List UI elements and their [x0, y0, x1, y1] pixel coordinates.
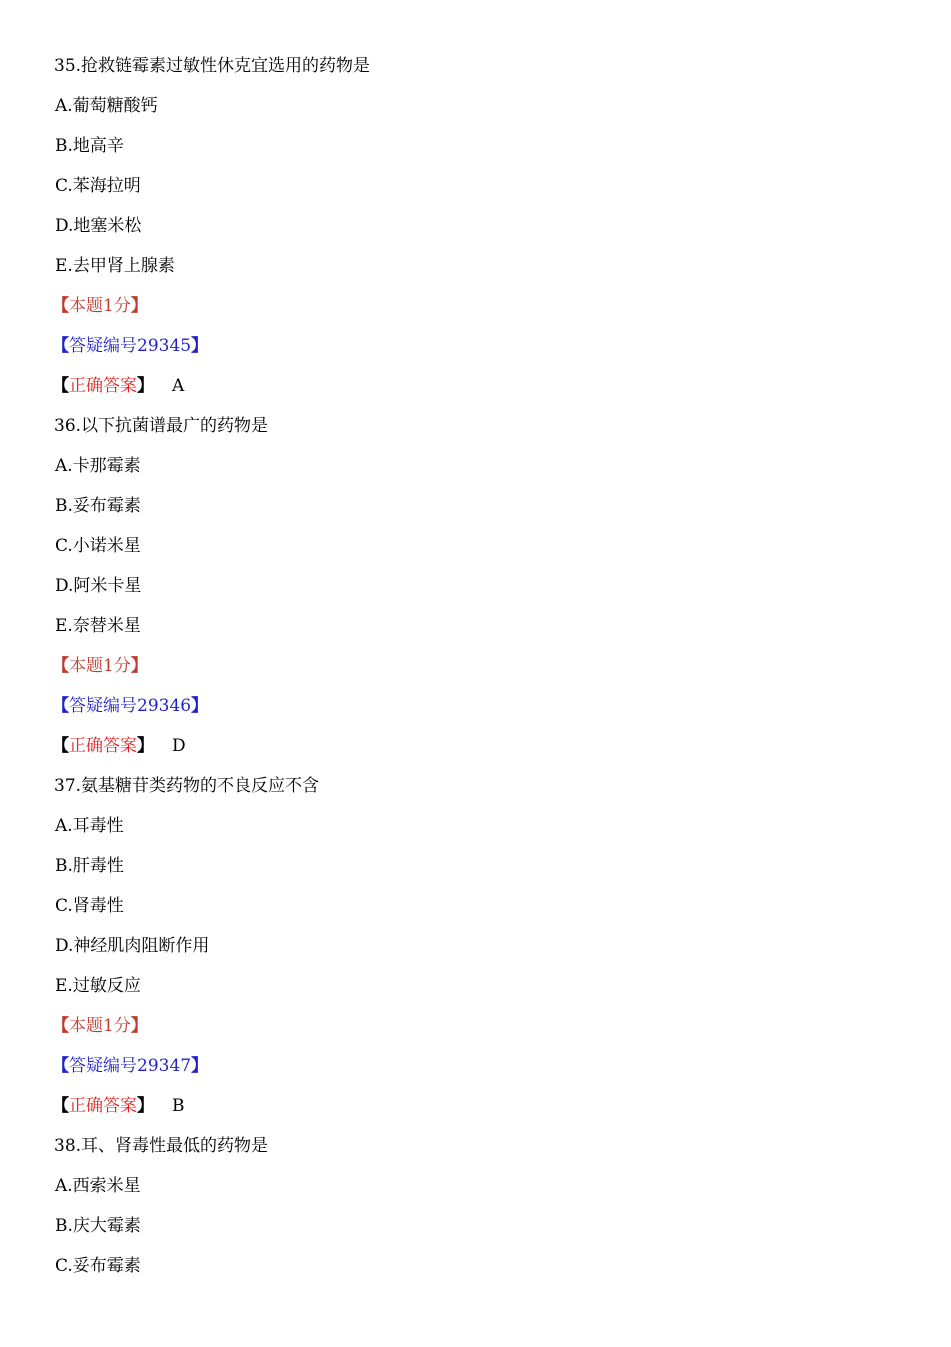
answer-label: 正确答案 — [69, 376, 137, 396]
qa-link[interactable]: 【答疑编号29345】 — [52, 336, 209, 356]
answer-row: 【正确答案】 B — [52, 1096, 185, 1116]
option-d: D.神经肌肉阻断作用 — [55, 936, 210, 956]
option-e: E.奈替米星 — [55, 616, 141, 636]
option-c: C.妥布霉素 — [55, 1256, 141, 1276]
score-tag: 【本题1分】 — [52, 656, 148, 676]
option-e: E.过敏反应 — [55, 976, 141, 996]
option-d: D.地塞米松 — [55, 216, 142, 236]
option-a: A.卡那霉素 — [55, 456, 141, 476]
question-35 — [54, 46, 914, 406]
option-a: A.西索米星 — [55, 1176, 141, 1196]
answer-value: A — [172, 376, 185, 396]
document-body — [54, 46, 914, 1286]
question-37 — [54, 766, 914, 1126]
answer-label: 正确答案 — [69, 736, 137, 756]
answer-row: 【正确答案】 A — [52, 376, 185, 396]
option-e: E.去甲肾上腺素 — [55, 256, 175, 276]
qa-link[interactable]: 【答疑编号29347】 — [52, 1056, 209, 1076]
score-tag: 【本题1分】 — [52, 1016, 148, 1036]
answer-label: 正确答案 — [69, 1096, 137, 1116]
score-tag: 【本题1分】 — [52, 296, 148, 316]
qa-link[interactable]: 【答疑编号29346】 — [52, 696, 209, 716]
option-b: B.地高辛 — [55, 136, 124, 156]
score-text: 本题1分 — [69, 1016, 131, 1036]
option-c: C.肾毒性 — [55, 896, 124, 916]
answer-value: D — [172, 736, 186, 756]
qa-number: 答疑编号29345 — [69, 336, 192, 356]
question-stem: 35.抢救链霉素过敏性休克宜选用的药物是 — [54, 56, 371, 76]
option-a: A.耳毒性 — [55, 816, 124, 836]
option-c: C.苯海拉明 — [55, 176, 141, 196]
option-b: B.庆大霉素 — [55, 1216, 141, 1236]
option-b: B.妥布霉素 — [55, 496, 141, 516]
question-36 — [54, 406, 914, 766]
answer-value: B — [172, 1096, 185, 1116]
question-38 — [54, 1126, 914, 1286]
option-c: C.小诺米星 — [55, 536, 141, 556]
qa-number: 答疑编号29346 — [69, 696, 192, 716]
option-a: A.葡萄糖酸钙 — [55, 96, 158, 116]
option-b: B.肝毒性 — [55, 856, 124, 876]
qa-number: 答疑编号29347 — [69, 1056, 192, 1076]
score-text: 本题1分 — [69, 296, 131, 316]
score-text: 本题1分 — [69, 656, 131, 676]
question-stem: 36.以下抗菌谱最广的药物是 — [54, 416, 269, 436]
option-d: D.阿米卡星 — [55, 576, 142, 596]
question-stem: 37.氨基糖苷类药物的不良反应不含 — [54, 776, 320, 796]
answer-row: 【正确答案】 D — [52, 736, 186, 756]
question-stem: 38.耳、肾毒性最低的药物是 — [54, 1136, 269, 1156]
